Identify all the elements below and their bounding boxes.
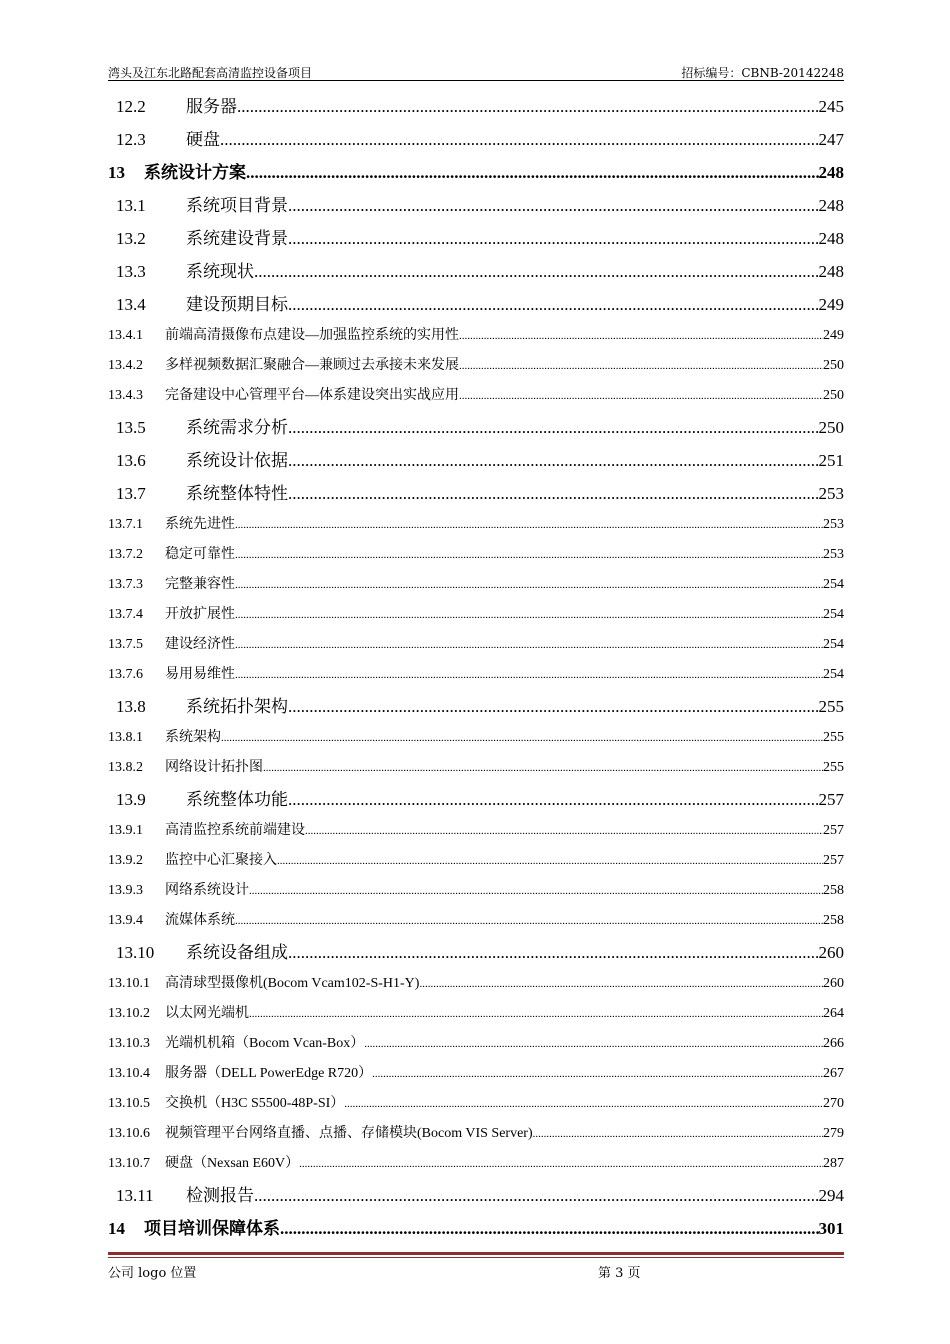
dot-leader bbox=[277, 846, 823, 876]
page-footer bbox=[108, 1262, 844, 1280]
toc-entry[interactable] bbox=[108, 90, 844, 123]
toc-entry-page: 253 bbox=[818, 484, 844, 503]
toc-entry[interactable] bbox=[108, 1089, 844, 1119]
dot-leader bbox=[344, 1089, 823, 1119]
page-number: 第 3 页 bbox=[598, 1266, 641, 1281]
toc-entry-title: 网络设计拓扑图 bbox=[165, 760, 263, 775]
toc-entry-title: 高清监控系统前端建设 bbox=[165, 823, 305, 838]
toc-entry-title: 系统设计方案 bbox=[144, 163, 246, 182]
tender-number: 招标编号：CBNB-20142248 bbox=[681, 66, 844, 80]
toc-entry-title: 系统架构 bbox=[165, 730, 221, 745]
toc-entry-page: 257 bbox=[823, 853, 844, 868]
toc-entry[interactable] bbox=[108, 222, 844, 255]
dot-leader bbox=[235, 540, 823, 570]
toc-entry-page: 247 bbox=[818, 130, 844, 149]
toc-entry[interactable] bbox=[108, 906, 844, 936]
toc-entry[interactable] bbox=[108, 255, 844, 288]
toc-entry-page: 260 bbox=[823, 976, 844, 991]
toc-entry-title: 高清球型摄像机(Bocom Vcam102-S-H1-Y) bbox=[165, 976, 420, 991]
toc-entry-title: 系统先进性 bbox=[165, 517, 235, 532]
company-logo-placeholder: 公司 logo 位置 bbox=[108, 1266, 197, 1281]
dot-leader bbox=[288, 783, 819, 816]
toc-entry-page: 249 bbox=[818, 295, 844, 314]
toc-entry[interactable] bbox=[108, 1212, 844, 1245]
dot-leader bbox=[288, 189, 819, 222]
toc-entry-title: 监控中心汇聚接入 bbox=[165, 853, 277, 868]
toc-entry[interactable] bbox=[108, 381, 844, 411]
dot-leader bbox=[235, 660, 823, 690]
toc-entry-number: 13.9.4 bbox=[108, 913, 143, 928]
toc-entry-number: 13.7.6 bbox=[108, 667, 143, 682]
toc-entry[interactable] bbox=[108, 936, 844, 969]
toc-entry-page: 279 bbox=[823, 1126, 844, 1141]
dot-leader bbox=[299, 1149, 823, 1179]
toc-entry-page: 251 bbox=[818, 451, 844, 470]
toc-entry-number: 13.6 bbox=[116, 451, 146, 470]
toc-entry-number: 13.7.5 bbox=[108, 637, 143, 652]
toc-entry[interactable] bbox=[108, 156, 844, 189]
toc-entry[interactable] bbox=[108, 783, 844, 816]
toc-entry-page: 248 bbox=[818, 196, 844, 215]
toc-entry-number: 13.7.2 bbox=[108, 547, 143, 562]
dot-leader bbox=[249, 999, 823, 1029]
toc-entry-number: 13.10.1 bbox=[108, 976, 150, 991]
toc-entry-page: 254 bbox=[823, 577, 844, 592]
toc-entry[interactable] bbox=[108, 600, 844, 630]
dot-leader bbox=[221, 723, 823, 753]
toc-entry-title: 稳定可靠性 bbox=[165, 547, 235, 562]
toc-entry-number: 13.1 bbox=[116, 196, 146, 215]
toc-entry-title: 以太网光端机 bbox=[165, 1006, 249, 1021]
toc-entry-page: 257 bbox=[818, 790, 844, 809]
dot-leader bbox=[459, 321, 823, 351]
dot-leader bbox=[235, 510, 823, 540]
toc-entry-number: 13.4.3 bbox=[108, 388, 143, 403]
dot-leader bbox=[235, 906, 823, 936]
toc-entry[interactable] bbox=[108, 321, 844, 351]
page-header bbox=[108, 64, 844, 80]
toc-entry[interactable] bbox=[108, 570, 844, 600]
toc-entry-number: 13.2 bbox=[116, 229, 146, 248]
toc-entry-title: 系统拓扑架构 bbox=[186, 697, 288, 716]
dot-leader bbox=[419, 969, 823, 999]
toc-entry-page: 258 bbox=[823, 883, 844, 898]
dot-leader bbox=[305, 816, 823, 846]
toc-entry[interactable] bbox=[108, 411, 844, 444]
toc-entry-title: 完整兼容性 bbox=[165, 577, 235, 592]
toc-entry-title: 系统整体特性 bbox=[186, 484, 288, 503]
dot-leader bbox=[249, 876, 823, 906]
dot-leader bbox=[288, 477, 819, 510]
toc-entry-title: 系统现状 bbox=[186, 262, 254, 281]
dot-leader bbox=[288, 288, 819, 321]
dot-leader bbox=[459, 351, 823, 381]
toc-entry[interactable] bbox=[108, 1179, 844, 1212]
toc-entry-page: 248 bbox=[818, 262, 844, 281]
dot-leader bbox=[288, 411, 819, 444]
toc-entry-title: 服务器 bbox=[186, 97, 237, 116]
toc-entry-page: 250 bbox=[823, 388, 844, 403]
dot-leader bbox=[254, 1179, 819, 1212]
toc-entry-number: 13.10.4 bbox=[108, 1066, 150, 1081]
toc-entry-number: 13.9.1 bbox=[108, 823, 143, 838]
toc-entry-title: 服务器（DELL PowerEdge R720） bbox=[165, 1066, 373, 1081]
toc-entry[interactable] bbox=[108, 510, 844, 540]
dot-leader bbox=[235, 630, 823, 660]
toc-entry[interactable] bbox=[108, 444, 844, 477]
toc-entry-page: 253 bbox=[823, 547, 844, 562]
toc-entry-page: 257 bbox=[823, 823, 844, 838]
toc-entry-title: 系统需求分析 bbox=[186, 418, 288, 437]
toc-entry-number: 13.9.2 bbox=[108, 853, 143, 868]
toc-entry-number: 13.9 bbox=[116, 790, 146, 809]
toc-entry[interactable] bbox=[108, 1149, 844, 1179]
toc-entry-number: 13.5 bbox=[116, 418, 146, 437]
toc-entry-page: 248 bbox=[818, 229, 844, 248]
dot-leader bbox=[459, 381, 823, 411]
dot-leader bbox=[288, 690, 819, 723]
toc-entry-number: 13.10.7 bbox=[108, 1156, 150, 1171]
toc-entry[interactable] bbox=[108, 969, 844, 999]
toc-entry-title: 系统项目背景 bbox=[186, 196, 288, 215]
toc-entry-title: 交换机（H3C S5500-48P-SI） bbox=[165, 1096, 345, 1111]
toc-entry[interactable] bbox=[108, 351, 844, 381]
toc-entry-number: 13.8.2 bbox=[108, 760, 143, 775]
toc-entry-number: 13.10.6 bbox=[108, 1126, 150, 1141]
toc-entry-title: 硬盘（Nexsan E60V） bbox=[165, 1156, 300, 1171]
dot-leader bbox=[533, 1119, 823, 1149]
toc-entry-page: 270 bbox=[823, 1096, 844, 1111]
toc-entry-number: 13.10.5 bbox=[108, 1096, 150, 1111]
toc-entry-title: 检测报告 bbox=[186, 1186, 254, 1205]
toc-entry-page: 301 bbox=[818, 1219, 844, 1238]
toc-entry-page: 255 bbox=[823, 760, 844, 775]
toc-entry-title: 多样视频数据汇聚融合—兼顾过去承接未来发展 bbox=[165, 358, 459, 373]
toc-entry-title: 开放扩展性 bbox=[165, 607, 235, 622]
dot-leader bbox=[235, 600, 823, 630]
toc-entry[interactable] bbox=[108, 876, 844, 906]
toc-entry-title: 系统设计依据 bbox=[186, 451, 288, 470]
toc-entry-page: 264 bbox=[823, 1006, 844, 1021]
toc-entry-page: 254 bbox=[823, 667, 844, 682]
toc-entry-title: 光端机机箱（Bocom Vcan-Box） bbox=[165, 1036, 365, 1051]
toc-entry-number: 14 bbox=[108, 1219, 125, 1238]
toc-entry[interactable] bbox=[108, 123, 844, 156]
dot-leader bbox=[372, 1059, 823, 1089]
toc-entry-page: 250 bbox=[823, 358, 844, 373]
dot-leader bbox=[288, 936, 819, 969]
toc-entry-title: 建设预期目标 bbox=[186, 295, 288, 314]
toc-entry-page: 248 bbox=[818, 163, 844, 182]
table-of-contents bbox=[108, 90, 844, 1245]
toc-entry-number: 13.7.1 bbox=[108, 517, 143, 532]
toc-entry-title: 视频管理平台网络直播、点播、存储模块(Bocom VIS Server) bbox=[165, 1126, 533, 1141]
toc-entry-number: 13.7.4 bbox=[108, 607, 143, 622]
toc-entry-page: 255 bbox=[818, 697, 844, 716]
dot-leader bbox=[288, 444, 819, 477]
toc-entry[interactable] bbox=[108, 753, 844, 783]
toc-entry[interactable] bbox=[108, 1119, 844, 1149]
toc-entry[interactable] bbox=[108, 540, 844, 570]
toc-entry-title: 系统建设背景 bbox=[186, 229, 288, 248]
toc-entry-page: 255 bbox=[823, 730, 844, 745]
toc-entry-page: 249 bbox=[823, 328, 844, 343]
dot-leader bbox=[263, 753, 823, 783]
dot-leader bbox=[237, 90, 819, 123]
toc-entry-title: 项目培训保障体系 bbox=[144, 1219, 280, 1238]
toc-entry-page: 253 bbox=[823, 517, 844, 532]
toc-entry-number: 13 bbox=[108, 163, 125, 182]
dot-leader bbox=[220, 123, 819, 156]
toc-entry[interactable] bbox=[108, 189, 844, 222]
toc-entry[interactable] bbox=[108, 999, 844, 1029]
toc-entry[interactable] bbox=[108, 1059, 844, 1089]
toc-entry-number: 13.10.2 bbox=[108, 1006, 150, 1021]
dot-leader bbox=[280, 1212, 819, 1245]
toc-entry-page: 254 bbox=[823, 607, 844, 622]
toc-entry-number: 13.4 bbox=[116, 295, 146, 314]
dot-leader bbox=[364, 1029, 823, 1059]
toc-entry-page: 258 bbox=[823, 913, 844, 928]
toc-entry-number: 13.11 bbox=[116, 1186, 154, 1205]
toc-entry-page: 266 bbox=[823, 1036, 844, 1051]
toc-entry-number: 13.4.1 bbox=[108, 328, 143, 343]
toc-entry[interactable] bbox=[108, 660, 844, 690]
footer-rule-thin bbox=[108, 1257, 844, 1258]
toc-entry[interactable] bbox=[108, 690, 844, 723]
toc-entry-number: 13.10.3 bbox=[108, 1036, 150, 1051]
toc-entry-number: 13.3 bbox=[116, 262, 146, 281]
toc-entry-title: 流媒体系统 bbox=[165, 913, 235, 928]
footer-rule bbox=[108, 1252, 844, 1255]
toc-entry[interactable] bbox=[108, 630, 844, 660]
toc-entry[interactable] bbox=[108, 723, 844, 753]
toc-entry[interactable] bbox=[108, 846, 844, 876]
toc-entry-title: 易用易维性 bbox=[165, 667, 235, 682]
toc-entry[interactable] bbox=[108, 477, 844, 510]
toc-entry-number: 13.9.3 bbox=[108, 883, 143, 898]
toc-entry-number: 13.8 bbox=[116, 697, 146, 716]
toc-entry-number: 13.7.3 bbox=[108, 577, 143, 592]
toc-entry-number: 13.7 bbox=[116, 484, 146, 503]
toc-entry[interactable] bbox=[108, 288, 844, 321]
toc-entry-number: 13.10 bbox=[116, 943, 155, 962]
dot-leader bbox=[246, 156, 819, 189]
toc-entry-title: 网络系统设计 bbox=[165, 883, 249, 898]
dot-leader bbox=[235, 570, 823, 600]
toc-entry-title: 建设经济性 bbox=[165, 637, 235, 652]
dot-leader bbox=[254, 255, 819, 288]
toc-entry-page: 254 bbox=[823, 637, 844, 652]
dot-leader bbox=[288, 222, 819, 255]
toc-entry-title: 硬盘 bbox=[186, 130, 220, 149]
project-title: 湾头及江东北路配套高清监控设备项目 bbox=[108, 66, 313, 80]
toc-entry-title: 前端高清摄像布点建设—加强监控系统的实用性 bbox=[165, 328, 459, 343]
toc-entry-page: 267 bbox=[823, 1066, 844, 1081]
toc-entry-page: 287 bbox=[823, 1156, 844, 1171]
toc-entry-number: 13.4.2 bbox=[108, 358, 143, 373]
toc-entry-page: 245 bbox=[818, 97, 844, 116]
toc-entry-page: 260 bbox=[818, 943, 844, 962]
header-rule bbox=[108, 80, 844, 81]
toc-entry-title: 系统设备组成 bbox=[186, 943, 288, 962]
toc-entry-number: 13.8.1 bbox=[108, 730, 143, 745]
toc-entry-title: 完备建设中心管理平台—体系建设突出实战应用 bbox=[165, 388, 459, 403]
toc-entry[interactable] bbox=[108, 1029, 844, 1059]
toc-entry-title: 系统整体功能 bbox=[186, 790, 288, 809]
toc-entry-number: 12.2 bbox=[116, 97, 146, 116]
toc-entry-number: 12.3 bbox=[116, 130, 146, 149]
toc-entry-page: 250 bbox=[818, 418, 844, 437]
toc-entry[interactable] bbox=[108, 816, 844, 846]
toc-entry-page: 294 bbox=[818, 1186, 844, 1205]
